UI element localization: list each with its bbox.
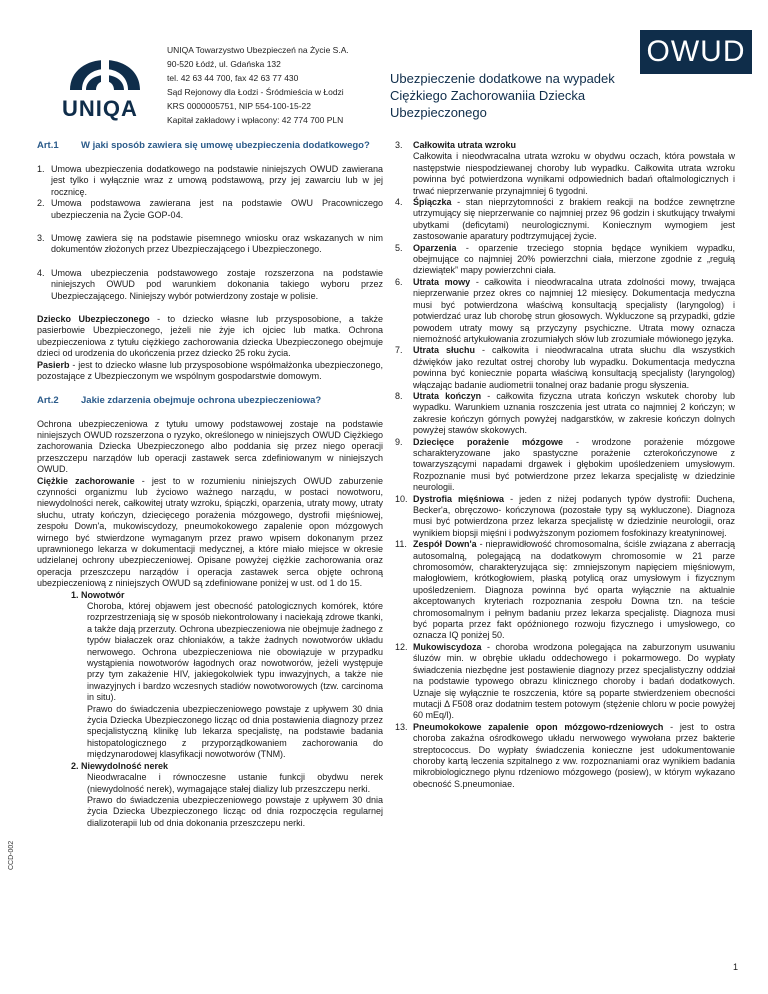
item-title: Pneumokokowe zapalenie opon mózgowo-rdzeniowych: [413, 721, 664, 732]
list-item: 5. Oparzenia - oparzenie trzeciego stopnia będące wynikiem wypadku, obejmujące co najmniej 20% powierzchni ciała, mierzone zgodnie z „regułą dziewiątek” mapy powierzchni ciała.: [395, 242, 735, 276]
article-number: Art.2: [37, 394, 59, 406]
right-column: [395, 140, 735, 790]
item-title: Utrata słuchu: [413, 345, 475, 356]
illness-title: 1. Nowotwór: [71, 589, 125, 600]
company-line: Kapitał zakładowy i wpłacony: 42 774 700 PLN: [167, 115, 344, 125]
company-info: [167, 43, 349, 127]
intro-paragraph: Ochrona ubezpieczeniowa z tytułu umowy podstawowej zostaje na podstawie niniejszych OWUD rozszerzona o ryzyko, określonego w niniejszych OWUD Ciężkiego zachorowania Dziecka Ubezpieczonego albo poddania się przez niego operacji przeszczepu narządów lub operacji zastawek serca zdefiniowanym w niniejszych OWUD.: [37, 418, 383, 475]
document-code: CCD-002: [8, 840, 15, 870]
list-item: 1. Umowa ubezpieczenia dodatkowego na podstawie niniejszych OWUD zawierana jest tylko i wyłącznie wraz z umową podstawową, przy jej zawarciu lub w jej rocznicę.: [37, 164, 383, 197]
list-item: 3. Całkowita utrata wzroku Całkowita i nieodwracalna utrata wzroku w obydwu oczach, która powstała w następstwie niespodziewanej choroby lub wypadku. Całkowita utrata wzroku powinna być potwierdzona wynikami odpowiednich badań oftalmologicznych i trwać nieprzerwanie przynajmniej 6 tygodni.: [395, 140, 735, 196]
list-item: 11. Zespół Down'a - nieprawidłowość chromosomalna, ściśle związana z aberracją autosomalną, polegającą na dodatkowym chromosomie w 21 parze chromosomów, charakteryzująca się: zmniejszonym napięciem mięśniowym, małogłowiem, krótkogłowiem, płaską potylicą oraz umysłowym i fizycznym upośledzeniem. Diagnoza powinna być oparta wyłącznie na aktualnie akceptowanych kryteriach rozpoznania zespołu Downa tzn. na teście chromosomalnym i pełnym badaniu przez lekarza specjalistę. Diagnoza musi być poparta przez fakt opóźnionego rozwoju fizycznego i umysłowego, co oznacza IQ poniżej 50.: [395, 539, 735, 641]
item-title: Mukowiscydoza: [413, 641, 482, 652]
list-item: 4. Śpiączka - stan nieprzytomności z brakiem reakcji na bodźce zewnętrzne utrzymujący się nieprzerwanie co najmniej przez 96 godzin i skutkujący trwałymi ubytkami (deficytami) neurologicznymi. Koniecznym wymogiem jest zastosowanie aparatury podtrzymującej życie.: [395, 197, 735, 242]
list-item: 8. Utrata kończyn - całkowita fizyczna utrata kończyn wskutek choroby lub wypadku. Warunkiem uznania roszczenia jest utrata co najmniej 2 kończyn; w zakresie kończyn górnych powyżej nadgarstków, w zakresie kończyn dolnych powyżej stawów skokowych.: [395, 390, 735, 436]
definition-term: Pasierb: [37, 359, 70, 370]
article-title: W jaki sposób zawiera się umowę ubezpieczenia dodatkowego?: [81, 140, 370, 151]
definition-paragraph: Ciężkie zachorowanie - jest to w rozumieniu niniejszych OWUD zaburzenie czynności organizmu lub życiowo ważnego narządu, w postaci nowotworu, niewydolności nerek, całkowitej utraty wzroku, śpiączki, oparzenia, utraty mowy, utraty słuchu, utraty kończyn, dziecięcego porażenia mózgowego, dystrofii mięśniowej, zespołu Down'a, mukowiscydozy, pneumokokowego zapalenie opon mózgowych wirnego być stwierdzone wymaganym przez prawo wpisem dokonanym przez uprawnionego lekarza w dokumentacji medycznej, a które miało miejsce w okresie udzielanej ochrony ubezpieczeniowej. Opisane powyżej ciężkie zachorowania oraz operacja przeszczepu narządów i operacja zastawek serca objęte ochroną ubezpieczeniową z niniejszych OWUD są zdefiniowane poniżej w ust. od 1 do 15.: [37, 475, 383, 589]
definition-paragraph: Pasierb - jest to dziecko własne lub przysposobione współmałżonka ubezpieczonego, pozostające z Ubezpieczonym we wspólnym gospodarstwie domowym.: [37, 359, 383, 382]
illness-title: 2. Niewydolność nerek: [71, 760, 169, 771]
title-line: Ubezpieczenie dodatkowe na wypadek: [390, 71, 615, 86]
list-item: 2. Umowa podstawowa zawierana jest na podstawie OWU Pracowniczego ubezpieczenia na Życie GOP-04.: [37, 198, 383, 220]
list-item: 3. Umowę zawiera się na podstawie pisemnego wniosku oraz wskazanych w nim dokumentów złożonych przez Ubezpieczającego i Ubezpieczonego.: [37, 233, 383, 255]
list-item: 9. Dziecięce porażenie mózgowe - wrodzone porażenie mózgowe scharakteryzowane jako spastyczne porażenie czterokończynowe z towarzyszącymi napadami drgawek i głębokim upośledzeniem umysłowym. Rozpoznanie musi być potwierdzone przez lekarza specjalistę w dziedzinie neurologii.: [395, 436, 735, 493]
illness-1: 1. Nowotwór Choroba, której objawem jest obecność patologicznych komórek, które rozprzestrzeniają się w sposób niekontrolowany i naciekają zdrowe tkanki, a także dają przerzuty. Ochrona ubezpieczeniowa nie obejmuje żadnego z typów białaczek oraz chłoniaków, a także żadnych nowotworów układu nerwowego. Ochrona ubezpieczeniowa nie obowiązuje w przypadku wystąpienia nowotworów łagodnych oraz nowotworów, jeżeli występuje przy tym zakażenie HIV, jakiegokolwiek typu inwazyjnych, a także nie inwazyjnych i bardzo wczesnych stadiów nowotworowych (tzw. carcinoma in situ). Prawo do świadczenia ubezpieczeniowego powstaje z upływem 30 dnia życia Dziecka Ubezpieczonego licząc od dnia postawienia diagnozy przez specjalistyczną klinikę lub lekarza specjalistę, na podstawie badania histopatologicznego z przyporządkowaniem zachorowania do międzynarodowej klasyfikacji nowotworów (TNM). 2. Niewydolność nerek Nieodwracalne i równoczesne ustanie funkcji obydwu nerek (niewydolność nerek), wymagające stałej dializy lub przeszczepu nerki. Prawo do świadczenia ubezpieczeniowego powstaje z upływem 30 dnia życia Dziecka Ubezpieczonego licząc od dnia rozpoczęcia regularnej dializoterapii lub od dnia dokonania przeszczepu nerki.: [71, 589, 384, 828]
item-title: Zespół Down'a: [413, 539, 477, 550]
title-line: Ubezpieczonego: [390, 105, 487, 120]
logo-wordmark: UNIQA: [62, 96, 138, 121]
list-item: 7. Utrata słuchu - całkowita i nieodwracalna utrata słuchu dla wszystkich dźwięków jako rezultat ostrej choroby lub wypadku. Dokumentacja medyczna powinna być koniecznie poparta właściwą konsultacją specjalisty (laryngolog) włączając badanie audiometrii tonalnej oraz badanie progu słyszenia.: [395, 345, 735, 390]
item-title: Utrata mowy: [413, 276, 471, 287]
list-item: 12. Mukowiscydoza - choroba wrodzona polegająca na zaburzonym usuwaniu śluzów min. w obrębie układu oddechowego i pokarmowego. Do wypłaty świadczenia niezbędne jest postawienie diagnozy przez specjalistyczny oddział na podstawie typowego obrazu klinicznego choroby i badań dodatkowych. Uznaje się wyłącznie te roszczenia, które są poparte stwierdzeniem obecności mutacji Δ F508 oraz dodatnim testem potowym (stężenie chloru w pocie powyżej 60 mEq/l).: [395, 641, 735, 721]
definition-paragraph: Dziecko Ubezpieczonego - to dziecko własne lub przysposobione, a także pasierbowie Ubezpieczonego, jeżeli nie żyje ich ojciec lub matka. Ochrona ubezpieczeniowa z tytułu ciężkiego zachorowania dziecka Ubezpieczonego obejmuje dzieci od urodzenia do ukończenia przez dziecko 25 roku życia.: [37, 314, 383, 359]
list-item: 6. Utrata mowy - całkowita i nieodwracalna utrata zdolności mowy, trwająca nieprzerwanie przez okres co najmniej 12 miesięcy. Dokumentacja medyczna musi być potwierdzona właściwą konsultacją specjalisty (laryngolog) i potwierdzać uraz lub chorobę strun głosowych. Wykluczone są przypadki, gdzie powodem utraty mowy są przyczyny psychiczne. Utrata mowy oznacza niemożność artykułowania zrozumiałych słów lub zrozumiałe mówionego języka.: [395, 276, 735, 344]
article-title: Jakie zdarzenia obejmuje ochrona ubezpieczeniowa?: [81, 394, 322, 406]
article-1-heading: [37, 140, 383, 152]
company-line: tel. 42 63 44 700, fax 42 63 77 430: [167, 73, 299, 83]
article-2-heading: [37, 395, 383, 407]
company-line: Sąd Rejonowy dla Łodzi - Śródmieścia w Łodzi: [167, 87, 344, 97]
item-title: Całkowita utrata wzroku: [413, 140, 517, 150]
list-item: 4. Umowa ubezpieczenia podstawowego zostaje rozszerzona na podstawie niniejszych OWUD pod warunkiem dokonania takiego wyboru przez Ubezpieczającego. Niniejszy wybór potwierdzony zostaje w polisie.: [37, 267, 383, 301]
item-title: Śpiączka: [413, 197, 452, 208]
page-number: 1: [732, 962, 738, 972]
list-item: 10. Dystrofia mięśniowa - jeden z niżej podanych typów dystrofii: Duchena, Becker'a, obręczowo- kończynowa (pozostałe typy są wykluczone). Diagnoza musi być potwierdzona przez lekarza specjalistę w dziedzinie neurologii, oraz wynikiem biopsji mięśni i podwyższonym poziomem fosfokinazy kreatyninowej.: [395, 493, 735, 538]
document-title: [390, 70, 670, 121]
definition-term: Dziecko Ubezpieczonego: [37, 314, 150, 325]
company-line: UNIQA Towarzystwo Ubezpieczeń na Życie S.A.: [167, 45, 349, 55]
list-item: 13. Pneumokokowe zapalenie opon mózgowo-rdzeniowych - jest to ostra choroba zakaźna ośrodkowego układu nerwowego wywołana przez bakterie streptococcus. Do wypłaty świadczenia konieczne jest udokumentowanie choroby kartą leczenia szpitalnego z ww. rozpoznaniami oraz wynikiem badania mikrobiologicznego płynu rdzeniowo mózgowego (posiew), w którym wykazano obecność S.pneumoniae.: [395, 721, 735, 789]
item-title: Dystrofia mięśniowa: [413, 493, 505, 504]
left-column: [37, 140, 383, 829]
uniqa-emblem-icon: [60, 40, 150, 96]
owud-badge: OWUD: [640, 30, 752, 74]
title-line: Ciężkiego Zachorowaniia Dziecka: [390, 88, 586, 103]
definition-term: Ciężkie zachorowanie: [37, 475, 135, 486]
company-line: KRS 0000005751, NIP 554-100-15-22: [167, 101, 311, 111]
item-title: Oparzenia: [413, 242, 457, 253]
item-title: Dziecięce porażenie mózgowe: [413, 436, 563, 447]
item-title: Utrata kończyn: [413, 390, 482, 401]
article-number: Art.1: [37, 140, 59, 151]
company-line: 90-520 Łódź, ul. Gdańska 132: [167, 59, 281, 69]
